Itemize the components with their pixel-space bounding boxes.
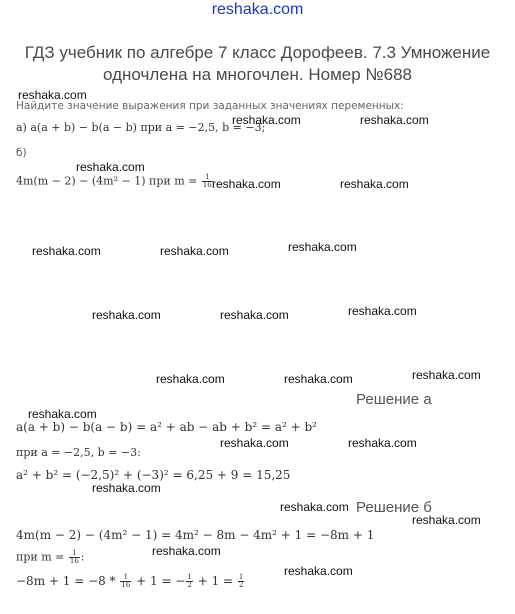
watermark: reshaka.com [32, 244, 101, 258]
watermark: reshaka.com [412, 368, 481, 382]
solution-b-line3: −8m + 1 = −8 * $\frac{1}{16}$ + 1 = − $\frac{1}{2}$ + 1 = $\frac{1}{2}$ [16, 573, 244, 589]
watermark: reshaka.com [360, 113, 429, 127]
watermark: reshaka.com [160, 244, 229, 258]
watermark: reshaka.com [280, 500, 349, 514]
watermark: reshaka.com [212, 177, 281, 191]
task-part-b-label: б) [16, 147, 27, 159]
watermark: reshaka.com [348, 436, 417, 450]
solution-a-line2: при a = −2,5, b = −3: [16, 446, 141, 459]
solution-a-line1: a(a + b) − b(a − b) = a² + ab − ab + b² = a² + b² [16, 420, 317, 434]
watermark: reshaka.com [76, 160, 145, 174]
solution-b-heading: Решение б [356, 499, 432, 516]
watermark: reshaka.com [18, 88, 87, 102]
watermark: reshaka.com [220, 308, 289, 322]
watermark: reshaka.com [28, 407, 97, 421]
watermark: reshaka.com [284, 372, 353, 386]
task-part-b-expr: 4m(m − 2) − (4m² − 1) при m = [16, 174, 198, 188]
watermark: reshaka.com [156, 372, 225, 386]
site-link[interactable]: reshaka.com [211, 1, 304, 18]
watermark: reshaka.com [288, 240, 357, 254]
watermark: reshaka.com [412, 513, 481, 527]
watermark: reshaka.com [284, 564, 353, 578]
solution-a-heading: Решение а [356, 391, 432, 408]
task-part-a: а) a(a + b) − b(a − b) при a = −2,5, b = −3; [16, 121, 266, 134]
watermark: reshaka.com [348, 304, 417, 318]
watermark: reshaka.com [152, 544, 221, 558]
solution-a-line3: a² + b² = (−2,5)² + (−3)² = 6,25 + 9 = 15,25 [16, 468, 291, 482]
solution-b-line2: при m = $\frac{1}{16}$ : [16, 549, 85, 565]
task-intro: Найдите значение выражения при заданных значениях переменных: [16, 100, 404, 112]
page-title: ГДЗ учебник по алгебре 7 класс Дорофеев. 7.3 Умножение одночлена на многочлен. Номер №688 [24, 43, 491, 84]
task-part-b-fraction: $\frac{1}{16}$ [202, 173, 212, 189]
task-part-b [16, 174, 214, 189]
watermark: reshaka.com [92, 481, 161, 495]
watermark: reshaka.com [340, 177, 409, 191]
watermark: reshaka.com [92, 308, 161, 322]
watermark: reshaka.com [232, 113, 301, 127]
watermark: reshaka.com [220, 436, 289, 450]
solution-b-line1: 4m(m − 2) − (4m² − 1) = 4m² − 8m − 4m² + 1 = −8m + 1 [16, 528, 375, 542]
